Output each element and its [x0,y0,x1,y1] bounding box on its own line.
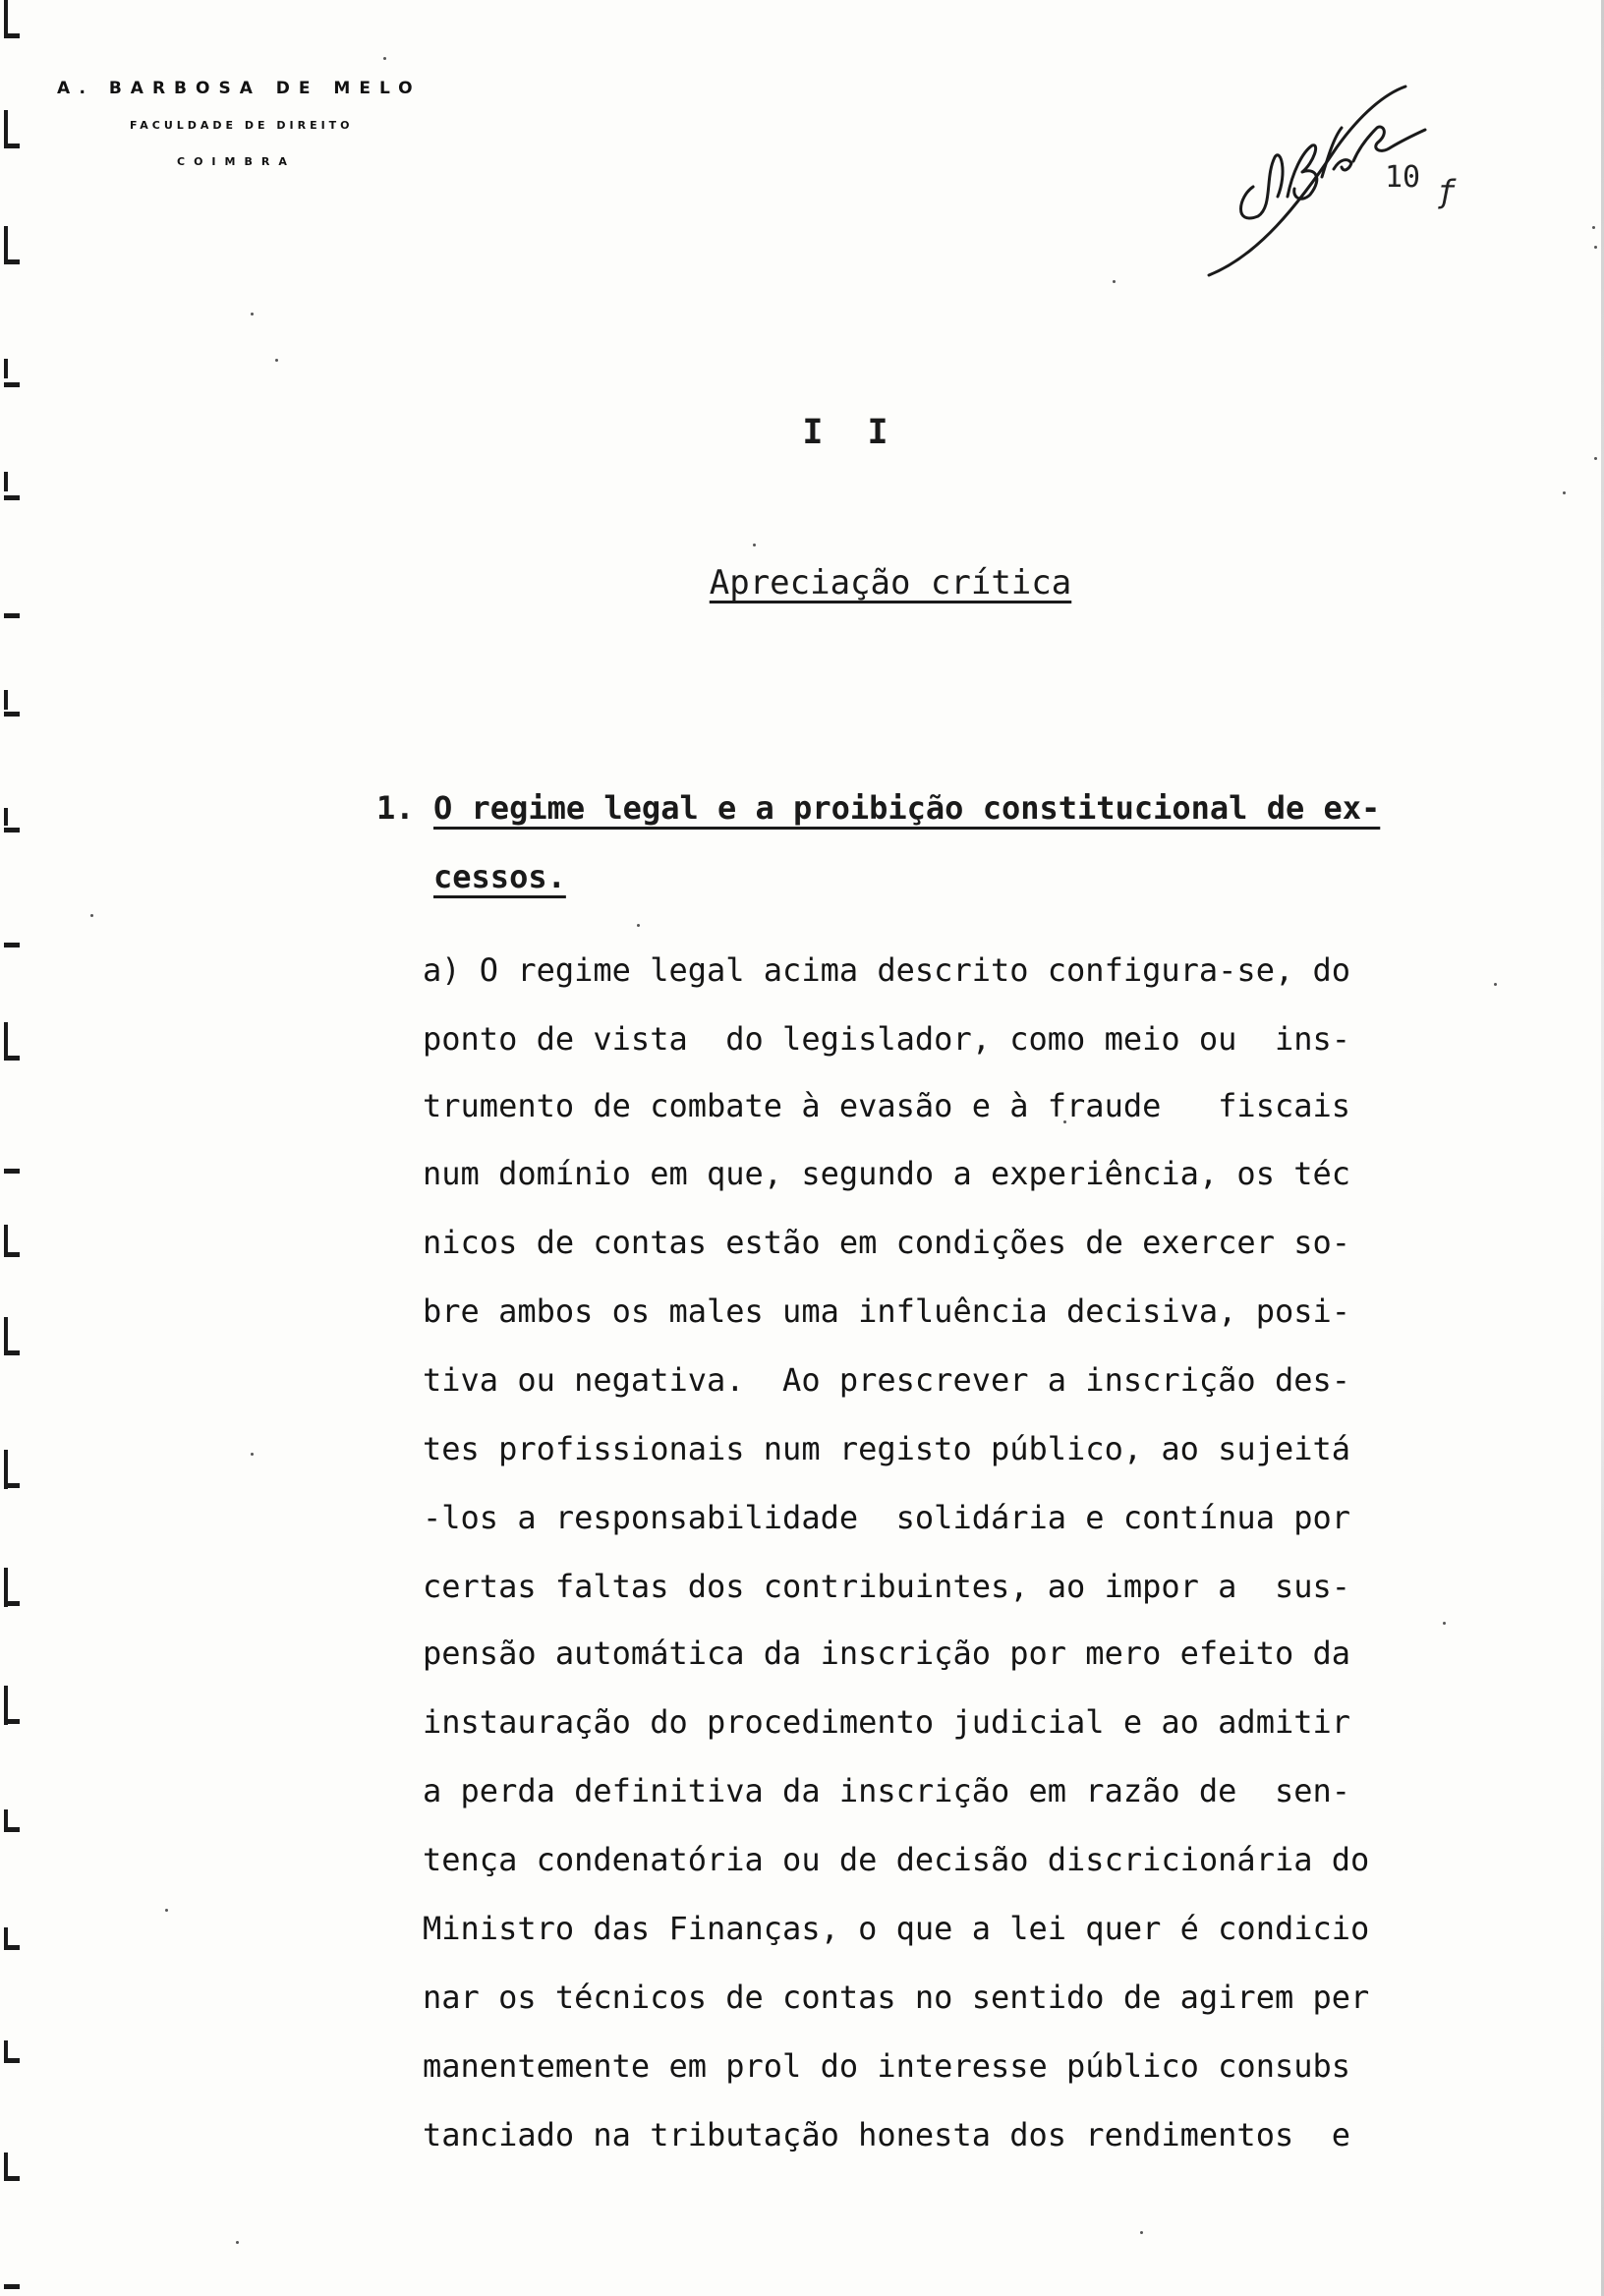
binding-mark [4,1022,24,1062]
binding-mark [4,1794,24,1833]
speck [90,914,93,917]
binding-mark [4,1450,24,1489]
speck [251,313,254,316]
speck [275,359,278,362]
binding-mark [4,1135,24,1175]
speck [236,2241,239,2244]
binding-mark [4,226,24,265]
body-line: certas faltas dos contribuintes, ao impor a sus- [423,1568,1351,1605]
speck [753,544,756,546]
letterhead-name: A. BARBOSA DE MELO [57,79,422,98]
body-line: tanciado na tributação honesta dos rendimentos e [423,2116,1351,2153]
speck [1594,457,1597,460]
speck [383,57,386,60]
binding-mark [4,794,24,833]
body-line: nar os técnicos de contas no sentido de agirem per [423,1979,1370,2016]
body-line: pensão automática da inscrição por mero efeito da [423,1635,1351,1672]
speck [1113,280,1116,283]
binding-mark [4,462,24,501]
body-line: nicos de contas estão em condições de exercer so- [423,1224,1351,1261]
body-line: tiva ou negativa. Ao prescrever a inscrição des- [423,1361,1351,1399]
speck [1140,2231,1143,2234]
letterhead-city: COIMBRA [177,155,296,168]
binding-mark [4,1912,24,1951]
body-line: Ministro das Finanças, o que a lei quer é condicio [423,1910,1370,1947]
binding-mark [4,1686,24,1725]
binding-mark [4,678,24,718]
speck [1443,1622,1446,1625]
speck [1592,226,1595,229]
binding-mark [4,1219,24,1258]
subsection-number: 1. [376,789,415,827]
binding-mark [4,110,24,149]
binding-mark [4,349,24,388]
speck [1494,983,1497,986]
binding-mark [4,1317,24,1356]
binding-mark [4,0,24,39]
body-line: manentemente em prol do interesse público consubs [423,2047,1351,2085]
body-line: tes profissionais num registo público, ao sujeitá [423,1430,1351,1467]
body-line: num domínio em que, segundo a experiência, os téc [423,1155,1351,1192]
section-number: I I [802,413,900,452]
speck [1594,246,1597,249]
binding-mark [4,2143,24,2182]
binding-mark [4,2251,24,2290]
page-mark: ƒ [1437,173,1457,210]
speck [637,924,640,927]
page-number: 10 [1385,160,1421,195]
binding-mark [4,909,24,948]
letterhead-faculty: FACULDADE DE DIREITO [130,119,354,132]
body-line: trumento de combate à evasão e à fraude fiscais [423,1087,1351,1124]
binding-mark [4,2025,24,2064]
speck [251,1453,254,1456]
speck [165,1909,168,1912]
section-title: Apreciação crítica [709,563,1072,603]
body-line: -los a responsabilidade solidária e contínua por [423,1499,1351,1536]
body-line: a) O regime legal acima descrito configura-se, do [423,951,1351,989]
subsection-title-line: O regime legal e a proibição constitucional de ex- [433,789,1381,827]
speck [1563,491,1566,494]
body-line: bre ambos os males uma influência decisiva, posi- [423,1292,1351,1330]
body-line: a perda definitiva da inscrição em razão de sen- [423,1772,1351,1809]
body-line: ponto de vista do legislador, como meio ou ins- [423,1020,1351,1058]
subsection-title-line: cessos. [433,858,566,895]
binding-mark [4,1568,24,1607]
body-line: tença condenatória ou de decisão discricionária do [423,1841,1370,1878]
body-line: instauração do procedimento judicial e ao admitir [423,1703,1351,1741]
